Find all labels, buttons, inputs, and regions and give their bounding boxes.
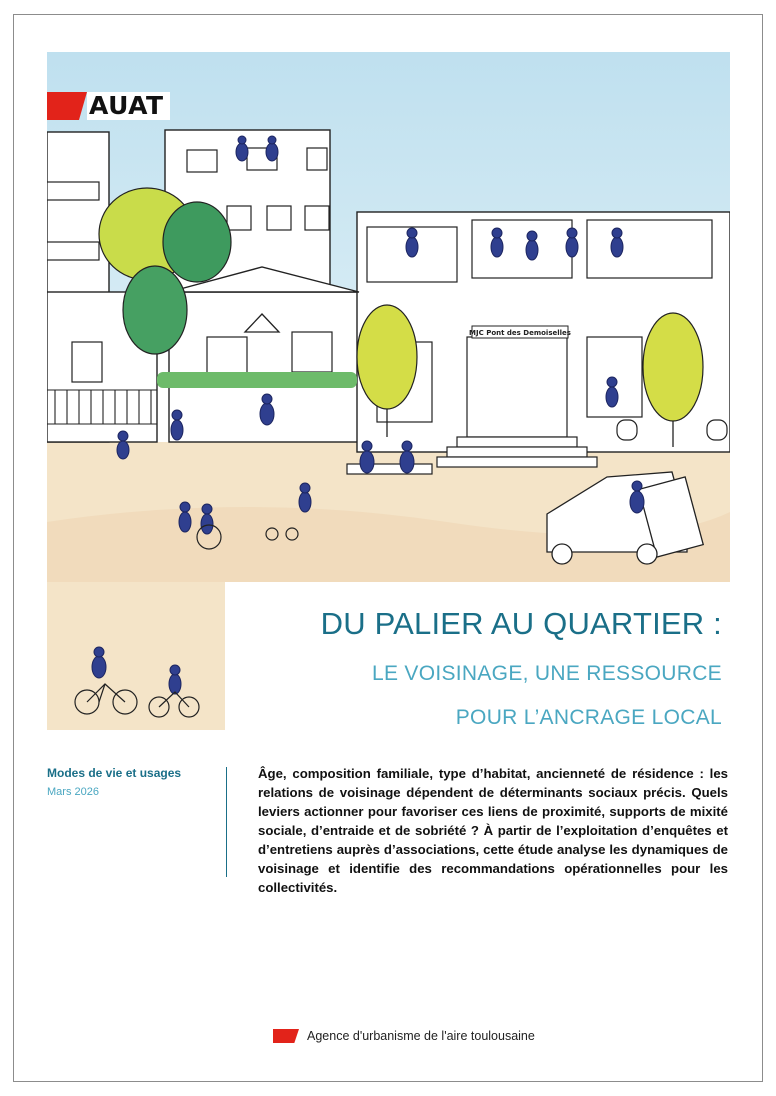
divider: [226, 767, 227, 877]
auat-logo: [47, 92, 170, 120]
subtitle-line-1: LE VOISINAGE, UNE RESSOURCE: [371, 662, 722, 685]
footer-red-mark-icon: [273, 1029, 299, 1043]
logo-text: AUAT: [87, 92, 170, 120]
abstract-text: Âge, composition familiale, type d’habitat, ancienneté de résidence : les relations de voisinage dépendent de déterminants sociaux précis. Quels leviers actionner pour favoriser ces liens de proximité, supports de mixité sociale, d’entraide et de sobriété ? À partir de l’exploitation d’enquêtes et d’entretiens auprès d’associations, cette étude analyse les dynamiques de voisinage et identifie des recommandations opérationnelles pour les collectivités.: [258, 766, 728, 895]
rubric-label: Modes de vie et usages: [47, 766, 182, 780]
footer: [273, 1029, 535, 1043]
footer-agency-name: Agence d'urbanisme de l'aire toulousaine: [307, 1029, 535, 1043]
page-title: DU PALIER AU QUARTIER :: [320, 606, 722, 641]
logo-red-mark-icon: [47, 92, 87, 120]
svg-text:MJC Pont des Demoiselles: MJC Pont des Demoiselles: [469, 329, 571, 337]
subtitle-line-2: POUR L’ANCRAGE LOCAL: [455, 706, 722, 729]
publication-date: Mars 2026: [47, 786, 99, 798]
